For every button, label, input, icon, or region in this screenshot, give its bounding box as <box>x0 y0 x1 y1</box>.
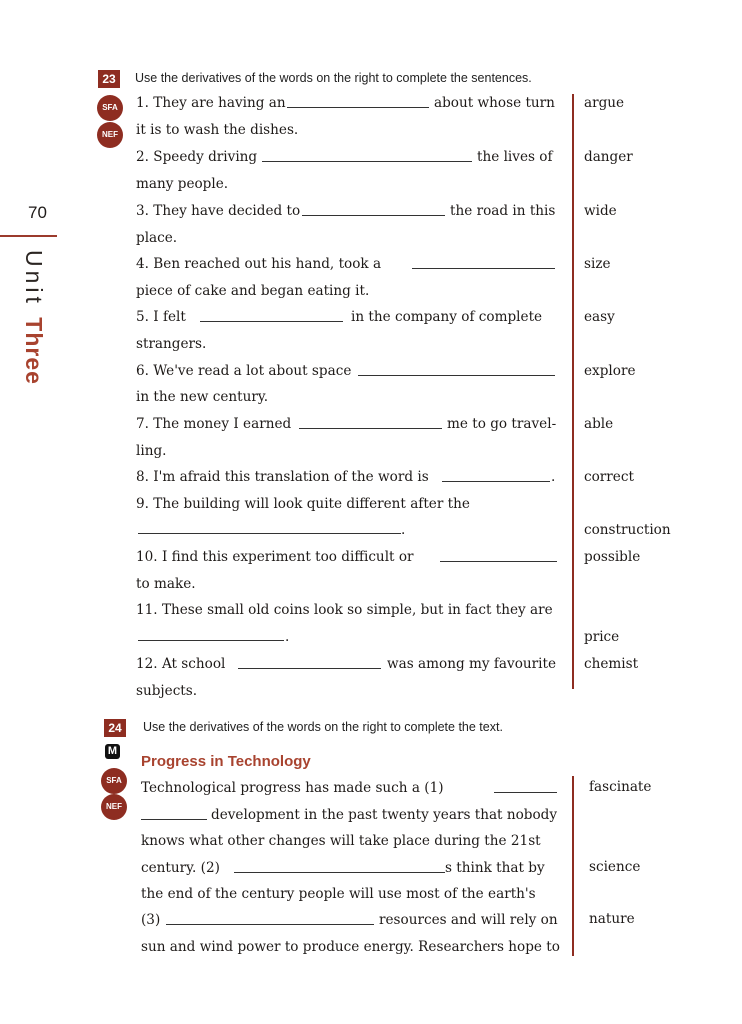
word-column-rule <box>572 776 574 956</box>
text-line: Technological progress has made such a (1) <box>141 780 444 796</box>
answer-blank[interactable] <box>141 819 207 820</box>
unit-label: Unit Three <box>21 250 47 385</box>
answer-blank[interactable] <box>166 924 374 925</box>
source-word: nature <box>589 911 635 927</box>
sentence-line: 11. These small old coins look so simple, but in fact they are <box>136 602 553 618</box>
source-word: argue <box>584 95 625 111</box>
answer-blank[interactable] <box>440 561 557 562</box>
exercise-number: 23 <box>98 70 120 88</box>
source-word: able <box>584 416 614 432</box>
margin-rule <box>0 235 57 237</box>
source-word: size <box>584 256 611 272</box>
answer-blank[interactable] <box>358 375 555 376</box>
sentence-line: in the company of complete <box>351 309 543 325</box>
exercise-instruction: Use the derivatives of the words on the right to complete the text. <box>143 720 503 734</box>
text-title: Progress in Technology <box>141 753 311 770</box>
sentence-line: strangers. <box>136 336 207 352</box>
source-word: chemist <box>584 656 639 672</box>
answer-blank[interactable] <box>200 321 343 322</box>
source-word: possible <box>584 549 641 565</box>
sentence-line: many people. <box>136 176 229 192</box>
sentence-line: ling. <box>136 443 167 459</box>
sentence-line: subjects. <box>136 683 198 699</box>
exercise-instruction: Use the derivatives of the words on the right to complete the sentences. <box>135 71 532 85</box>
source-word: science <box>589 859 641 875</box>
answer-blank[interactable] <box>302 215 445 216</box>
sentence-line: 6. We've read a lot about space <box>136 363 352 379</box>
source-word: correct <box>584 469 634 485</box>
answer-blank[interactable] <box>234 872 445 873</box>
sfa-badge-icon: SFA <box>103 770 125 792</box>
answer-blank[interactable] <box>138 640 284 641</box>
sentence-line: 7. The money I earned <box>136 416 292 432</box>
sentence-line: was among my favourite <box>387 656 556 672</box>
text-line: sun and wind power to produce energy. Researchers hope to <box>141 939 560 955</box>
source-word: easy <box>584 309 615 325</box>
text-line: knows what other changes will take place during the 21st <box>141 833 541 849</box>
text-line: century. (2) <box>141 860 220 876</box>
sentence-line: in the new century. <box>136 389 269 405</box>
word-column-rule <box>572 94 574 689</box>
sentence-line: 9. The building will look quite different after the <box>136 496 470 512</box>
answer-blank[interactable] <box>138 533 401 534</box>
sentence-line: 5. I felt <box>136 309 186 325</box>
unit-name: Three <box>21 317 47 385</box>
source-word: explore <box>584 363 636 379</box>
text-line: development in the past twenty years that nobody <box>211 807 558 823</box>
source-word: construction <box>584 522 671 538</box>
sentence-line: . <box>285 629 290 645</box>
sentence-line: me to go travel- <box>447 416 557 432</box>
sentence-line: to make. <box>136 576 196 592</box>
sentence-line: 3. They have decided to <box>136 203 301 219</box>
source-word: wide <box>584 203 617 219</box>
sentence-line: 10. I find this experiment too difficult or <box>136 549 414 565</box>
answer-blank[interactable] <box>238 668 381 669</box>
answer-blank[interactable] <box>412 268 555 269</box>
sentence-line: about whose turn <box>434 95 555 111</box>
nef-badge-icon: NEF <box>99 124 121 146</box>
page-number: 70 <box>28 203 47 222</box>
exercise-number: 24 <box>104 719 126 737</box>
source-word: danger <box>584 149 633 165</box>
text-line: s think that by <box>445 860 545 876</box>
answer-blank[interactable] <box>287 107 429 108</box>
sentence-line: 4. Ben reached out his hand, took a <box>136 256 382 272</box>
answer-blank[interactable] <box>262 161 472 162</box>
m-badge-icon: M <box>105 744 120 759</box>
sentence-line: the lives of <box>477 149 553 165</box>
text-line: resources and will rely on <box>379 912 558 928</box>
source-word: price <box>584 629 620 645</box>
sentence-line: place. <box>136 230 178 246</box>
answer-blank[interactable] <box>494 792 557 793</box>
sentence-line: . <box>401 522 406 538</box>
nef-badge-icon: NEF <box>103 796 125 818</box>
sentence-line: piece of cake and began eating it. <box>136 283 370 299</box>
answer-blank[interactable] <box>442 481 550 482</box>
sentence-line: the road in this <box>450 203 556 219</box>
sentence-line: it is to wash the dishes. <box>136 122 299 138</box>
answer-blank[interactable] <box>299 428 442 429</box>
sentence-line: . <box>551 469 556 485</box>
sfa-badge-icon: SFA <box>99 97 121 119</box>
sentence-line: 1. They are having an <box>136 95 286 111</box>
sentence-line: 8. I'm afraid this translation of the word is <box>136 469 429 485</box>
source-word: fascinate <box>589 779 652 795</box>
sentence-line: 2. Speedy driving <box>136 149 258 165</box>
text-line: (3) <box>141 912 161 928</box>
sentence-line: 12. At school <box>136 656 226 672</box>
text-line: the end of the century people will use most of the earth's <box>141 886 536 902</box>
